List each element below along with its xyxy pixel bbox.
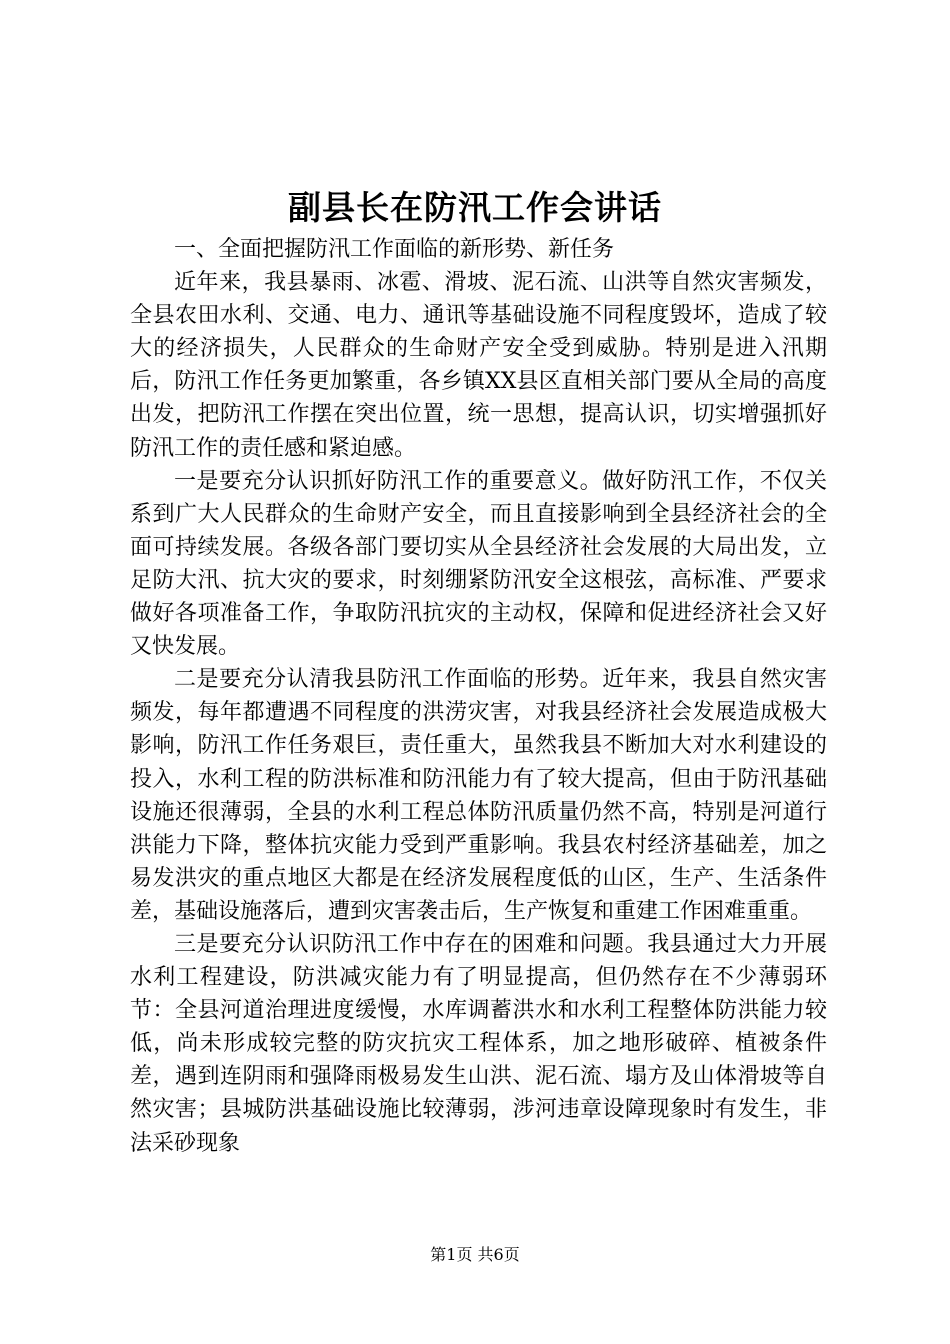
page-footer: 第1页 共6页: [430, 1245, 520, 1264]
section-heading: 一、全面把握防汛工作面临的新形势、新任务: [174, 237, 615, 262]
document-title: 副县长在防汛工作会讲话: [288, 188, 662, 227]
paragraph-point-three: 三是要充分认识防汛工作中存在的困难和问题。我县通过大力开展水利工程建设，防洪减灾能力有了明显提高，但仍然存在不少薄弱环节：全县河道治理进度缓慢，水库调蓄洪水和水利工程整体防洪能力较低，尚未形成较完整的防灾抗灾工程体系，加之地形破碎、植被条件差，遇到连阴雨和强降雨极易发生山洪、泥石流、塌方及山体滑坡等自然灾害；县城防洪基础设施比较薄弱，涉河违章设障现象时有发生，非法采砂现象: [130, 931, 827, 1156]
paragraph-point-two: 二是要充分认清我县防汛工作面临的形势。近年来，我县自然灾害频发，每年都遭遇不同程度的洪涝灾害，对我县经济社会发展造成极大影响，防汛工作任务艰巨，责任重大，虽然我县不断加大对水利建设的投入，水利工程的防洪标准和防汛能力有了较大提高，但由于防汛基础设施还很薄弱，全县的水利工程总体防汛质量仍然不高，特别是河道行洪能力下降，整体抗灾能力受到严重影响。我县农村经济基础差，加之易发洪灾的重点地区大都是在经济发展程度低的山区，生产、生活条件差，基础设施落后，遭到灾害袭击后，生产恢复和重建工作困难重重。: [130, 667, 827, 924]
paragraph-point-one: 一是要充分认识抓好防汛工作的重要意义。做好防汛工作，不仅关系到广大人民群众的生命财产安全，而且直接影响到全县经济社会的全面可持续发展。各级各部门要切实从全县经济社会发展的大局出发，立足防大汛、抗大灾的要求，时刻绷紧防汛安全这根弦，高标准、严要求做好各项准备工作，争取防汛抗灾的主动权，保障和促进经济社会又好又快发展。: [130, 468, 827, 660]
paragraph-intro: 近年来，我县暴雨、冰雹、滑坡、泥石流、山洪等自然灾害频发，全县农田水利、交通、电力、通讯等基础设施不同程度毁坏，造成了较大的经济损失，人民群众的生命财产安全受到威胁。特别是进入汛期后，防汛工作任务更加繁重，各乡镇XX县区直相关部门要从全局的高度出发，把防汛工作摆在突出位置，统一思想，提高认识，切实增强抓好防汛工作的责任感和紧迫感。: [130, 270, 827, 461]
document-body: [130, 233, 827, 1160]
